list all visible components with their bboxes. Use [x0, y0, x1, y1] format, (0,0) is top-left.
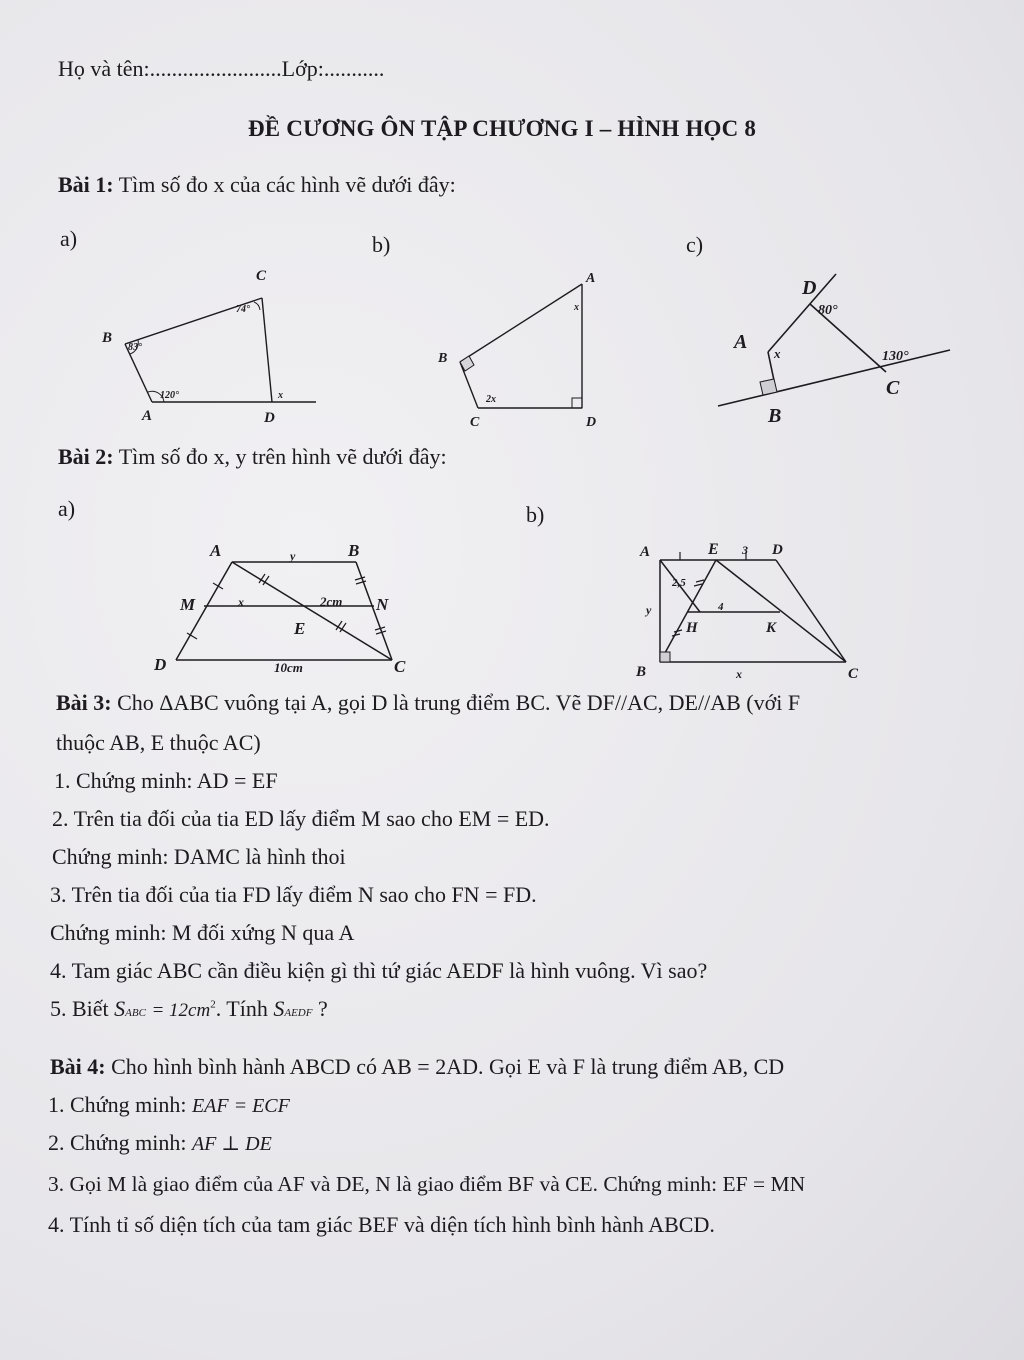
name-label: Họ và tên: — [58, 56, 150, 81]
bai4-label: Bài 4: — [50, 1054, 106, 1079]
bai1-text: Tìm số đo x của các hình vẽ dưới đây: — [118, 172, 456, 197]
bai3-q3b: Chứng minh: M đối xứng N qua A — [50, 920, 355, 945]
side-CD — [262, 298, 272, 402]
vertex-B: B — [438, 351, 448, 366]
bai3-intro-1 — [56, 690, 800, 716]
bai4-q2 — [48, 1130, 272, 1156]
bai4-q1-math: EAF = ECF — [191, 1095, 290, 1117]
q5-end: ? — [317, 996, 328, 1021]
label-x: x — [736, 667, 742, 681]
bai2-part-a: a) — [58, 496, 76, 521]
q5-value: = 12cm — [151, 1000, 211, 1021]
bai1-part-b: b) — [372, 232, 391, 257]
point-E: E — [708, 541, 719, 558]
bai3-q5 — [50, 996, 328, 1022]
vertex-B: B — [102, 330, 113, 346]
q5-sub-abc: ABC — [125, 1007, 146, 1019]
label-3: 3 — [742, 543, 748, 557]
point-H: H — [686, 620, 698, 636]
bai4-q1 — [48, 1092, 290, 1118]
side-DC — [776, 560, 846, 662]
q5-s2: S — [273, 996, 285, 1021]
label-4: 4 — [718, 601, 724, 613]
label-y: y — [290, 549, 296, 563]
tick-marks — [672, 552, 746, 636]
angle-B: 83° — [128, 342, 142, 353]
name-line — [58, 56, 384, 82]
right-angle-B — [660, 652, 670, 662]
figure-bai2-b — [636, 536, 866, 686]
q5-s1: S — [114, 996, 126, 1021]
segment-EC — [716, 560, 846, 662]
vertex-D: D — [586, 415, 597, 430]
label-2-5: 2,5 — [672, 577, 686, 589]
name-dots: ........................ — [149, 56, 282, 81]
angle-x: x — [774, 346, 781, 361]
angle-80: 80° — [818, 303, 838, 318]
figure-bai1-a — [90, 260, 330, 430]
vertex-D: D — [772, 542, 783, 558]
label-2cm: 2cm — [320, 594, 343, 609]
figure-bai1-c — [710, 266, 960, 436]
bai3-q2b: Chứng minh: DAMC là hình thoi — [52, 844, 346, 869]
diagonal-AC — [232, 562, 392, 660]
bai1-heading — [58, 172, 456, 198]
vertex-A: A — [210, 541, 222, 560]
bai4-q4: 4. Tính tỉ số diện tích của tam giác BEF và diện tích hình bình hành ABCD. — [48, 1212, 715, 1237]
angle-130: 130° — [882, 349, 909, 364]
bai3-q3: 3. Trên tia đối của tia FD lấy điểm N sao cho FN = FD. — [50, 882, 537, 907]
point-N: N — [376, 595, 389, 614]
angle-A: 120° — [160, 390, 179, 401]
bai4-q2-prefix: 2. Chứng minh: — [48, 1130, 187, 1155]
q5-prefix: 5. Biết — [50, 996, 109, 1021]
right-angle-D — [572, 398, 582, 408]
right-angle-B — [760, 379, 777, 395]
vertex-A: A — [142, 408, 153, 424]
figure-bai1-b — [430, 262, 610, 432]
arc-C — [254, 302, 260, 310]
q5-sup: 2 — [210, 998, 216, 1011]
vertex-B: B — [348, 541, 360, 560]
segment-EB — [660, 560, 716, 662]
label-x: x — [238, 595, 244, 609]
bai2-text: Tìm số đo x, y trên hình vẽ dưới đây: — [118, 444, 447, 469]
vertex-A: A — [640, 544, 651, 560]
point-E: E — [294, 619, 306, 638]
bai1-label: Bài 1: — [58, 172, 114, 197]
figure-bai2-a — [150, 536, 420, 686]
vertex-A: A — [586, 271, 596, 286]
angle-C: 74° — [236, 304, 250, 315]
vertex-D: D — [154, 655, 167, 674]
bai2-heading — [58, 444, 447, 470]
label-10cm: 10cm — [274, 660, 303, 675]
q5-sub-aedf: AEDF — [284, 1007, 313, 1019]
point-K: K — [766, 620, 777, 636]
vertex-C: C — [886, 377, 900, 399]
side-AB — [460, 284, 582, 362]
bai3-label: Bài 3: — [56, 690, 112, 715]
q5-tinh: . Tính — [215, 996, 268, 1021]
vertex-D: D — [264, 410, 275, 426]
vertex-D: D — [802, 277, 817, 299]
class-dots: ........... — [323, 56, 385, 81]
bai3-text-1: Cho ΔABC vuông tại A, gọi D là trung điểm BC. Vẽ DF//AC, DE//AB (với F — [117, 690, 801, 715]
bai4-q1-prefix: 1. Chứng minh: — [48, 1092, 187, 1117]
angle-x: x — [574, 302, 579, 313]
vertex-C: C — [470, 415, 480, 430]
bai4-q2-math: AF ⊥ DE — [191, 1133, 272, 1155]
angle-x: x — [278, 390, 283, 401]
vertex-C: C — [848, 666, 859, 682]
point-M: M — [180, 595, 196, 614]
vertex-C: C — [394, 657, 406, 676]
line-BC — [718, 350, 950, 406]
bai4-intro — [50, 1054, 784, 1080]
bai3-q4: 4. Tam giác ABC cần điều kiện gì thì tứ giác AEDF là hình vuông. Vì sao? — [50, 958, 708, 983]
bai3-intro-2: thuộc AB, E thuộc AC) — [56, 730, 261, 755]
vertex-A: A — [734, 331, 748, 353]
class-label: Lớp: — [281, 56, 324, 81]
bai2-label: Bài 2: — [58, 444, 114, 469]
vertex-B: B — [636, 664, 647, 680]
bai4-q3: 3. Gọi M là giao điểm của AF và DE, N là giao điểm BF và CE. Chứng minh: EF = MN — [48, 1172, 806, 1196]
bai3-q2: 2. Trên tia đối của tia ED lấy điểm M sao cho EM = ED. — [52, 806, 550, 831]
bai2-part-b: b) — [526, 502, 545, 527]
page-title: ĐỀ CƯƠNG ÔN TẬP CHƯƠNG I – HÌNH HỌC 8 — [248, 116, 757, 141]
bai1-part-a: a) — [60, 226, 78, 251]
bai1-part-c: c) — [686, 232, 704, 257]
vertex-B: B — [768, 405, 782, 427]
angle-2x: 2x — [486, 394, 496, 405]
bai3-q1: 1. Chứng minh: AD = EF — [54, 768, 278, 793]
bai4-text: Cho hình bình hành ABCD có AB = 2AD. Gọi E và F là trung điểm AB, CD — [111, 1054, 785, 1079]
label-y: y — [646, 603, 652, 617]
vertex-C: C — [256, 268, 267, 284]
